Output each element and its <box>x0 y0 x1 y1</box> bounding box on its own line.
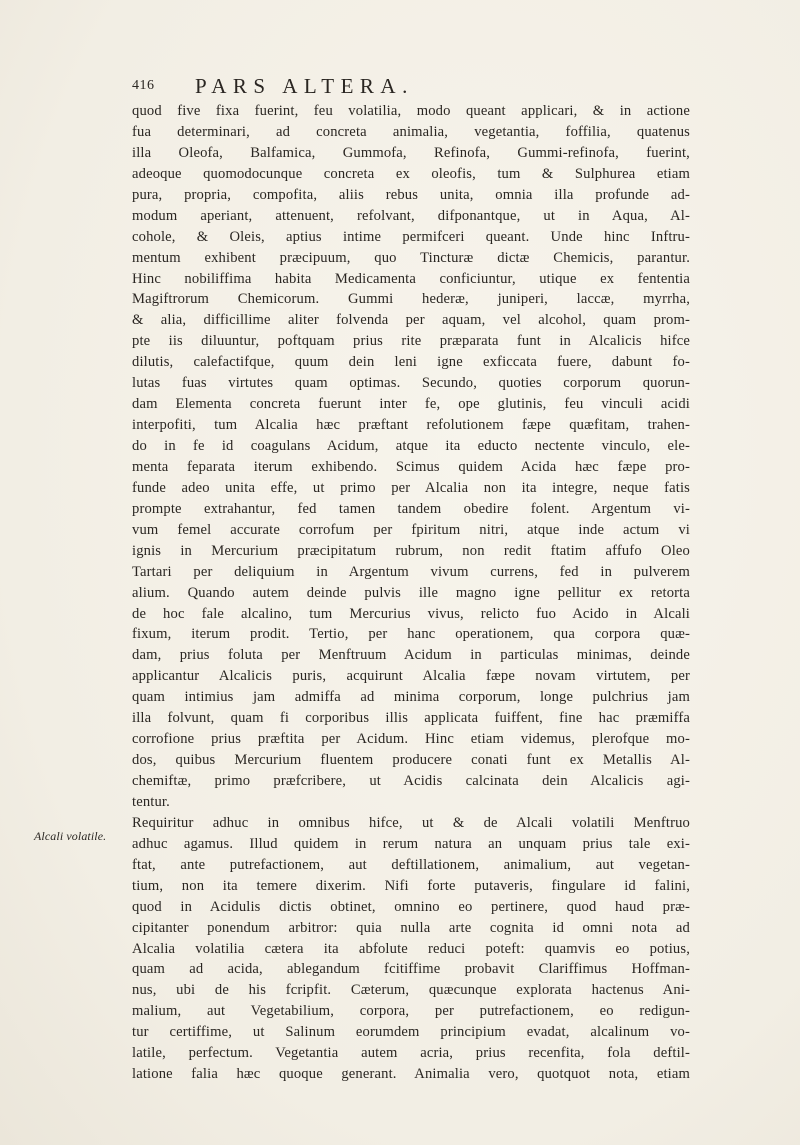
text-line: dam Elementa concreta fuerunt inter fe, ope glutinis, feu vinculi acidi <box>132 396 690 413</box>
text-line: latile, perfectum. Vegetantia autem acria, prius recenfita, fola deftil- <box>132 1045 690 1062</box>
text-line: dos, quibus Mercurium fluentem producere conati funt ex Metallis Al- <box>132 752 690 769</box>
text-line: latione falia hæc quoque generant. Animalia vero, quotquot nota, etiam <box>132 1066 690 1083</box>
text-line: quod in Acidulis dictis obtinet, omnino eo pertinere, quod haud præ- <box>132 898 690 915</box>
text-line: ignis in Mercurium præcipitatum rubrum, non redit ftatim affufo Oleo <box>132 542 690 559</box>
text-line: adhuc agamus. Illud quidem in rerum natura an unquam prius tale exi- <box>132 835 690 852</box>
text-line: fixum, iterum prodit. Tertio, per hanc operationem, qua corpora quæ- <box>132 626 690 643</box>
text-line: menta feparata iterum exhibendo. Scimus quidem Acida hæc fæpe pro- <box>132 458 690 475</box>
text-line: pte iis diluuntur, poftquam prius rite præparata funt in Alcalicis hifce <box>132 333 690 350</box>
text-line: malium, aut Vegetabilium, corpora, per putrefactionem, eo redigun- <box>132 1003 690 1020</box>
text-line: Hinc nobiliffima habita Medicamenta conficiuntur, utique ex fententia <box>132 270 690 287</box>
text-line: quam intimius jam admiffa ad minima corporum, longe pulchrius jam <box>132 689 690 706</box>
text-line: tentur. <box>132 793 170 810</box>
text-line: dilutis, calefactifque, quum dein leni igne exficcata fuere, dabunt fo- <box>132 354 690 371</box>
text-line: tur certiffime, ut Salinum eorumdem principium evadat, alcalinum vo- <box>132 1024 690 1041</box>
text-line: illa Oleofa, Balfamica, Gummofa, Refinofa, Gummi-refinofa, fuerint, <box>132 144 690 161</box>
text-line: adeoque quomodocunque concreta ex oleofis, tum & Sulphurea etiam <box>132 165 690 182</box>
text-line: & alia, difficillime aliter folvenda per aquam, vel alcohol, quam prom- <box>132 312 690 329</box>
text-line: de hoc fale alcalino, tum Mercurius vivus, relicto fuo Acido in Alcali <box>132 605 690 622</box>
text-line: pura, propria, compofita, aliis rebus unita, omnia illa profunde ad- <box>132 186 690 203</box>
text-line: alium. Quando autem deinde pulvis ille magno igne pellitur ex retorta <box>132 584 690 601</box>
text-line: vum femel accurate corrofum per fpiritum nitri, atque inde actum vi <box>132 521 690 538</box>
margin-note-alcali-volatile: Alcali volatile. <box>34 829 107 843</box>
text-line: do in fe id coagulans Acidum, atque ita educto nectente vinculo, ele- <box>132 438 690 454</box>
running-head <box>132 74 692 100</box>
text-line: cohole, & Oleis, aptius intime permifceri queant. Unde hinc Inftru- <box>132 228 690 245</box>
body-text <box>132 101 690 1085</box>
text-line: Alcalia volatilia cætera ita abfolute reduci poteft: quamvis eo potius, <box>132 940 690 957</box>
text-line: cipitanter ponendum arbitror: quia nulla arte cognita id omni nota ad <box>132 919 690 936</box>
text-line: Requiritur adhuc in omnibus hifce, ut & de Alcali volatili Menftruo <box>132 814 690 831</box>
text-line: dam, prius foluta per Menftruum Acidum in particulas minimas, deinde <box>132 647 690 664</box>
text-line: quod five fixa fuerint, feu volatilia, modo queant applicari, & in actione <box>132 103 690 119</box>
text-line: ftat, ante putrefactionem, aut deftillationem, animalium, aut vegetan- <box>132 856 690 873</box>
text-line: mentum exhibent præcipuum, quo Tincturæ dictæ Chemicis, parantur. <box>132 249 690 266</box>
page-number: 416 <box>132 78 155 93</box>
running-title: PARS ALTERA. <box>195 74 414 98</box>
text-line: funde adeo unita effe, ut primo per Alcalia non ita integre, neque fatis <box>132 479 690 496</box>
text-line: chemiftæ, primo præfcribere, ut Acidis calcinata dein Alcalicis agi- <box>132 773 690 789</box>
text-line: quam ad acida, ablegandum fcitiffime probavit Clariffimus Hoffman- <box>132 961 690 978</box>
text-line: lutas fuas virtutes quam optimas. Secundo, quoties corporum quorun- <box>132 375 690 392</box>
text-line: fua determinari, ad concreta animalia, vegetantia, foffilia, quatenus <box>132 123 690 140</box>
text-line: Tartari per deliquium in Argentum vivum currens, fed in pulverem <box>132 563 690 580</box>
text-line: modum aperiant, attenuent, refolvant, difponantque, ut in Aqua, Al- <box>132 207 690 224</box>
text-line: Magiftrorum Chemicorum. Gummi hederæ, juniperi, laccæ, myrrha, <box>132 291 690 308</box>
text-line: applicantur Alcalicis puris, acquirunt Alcalia fæpe novam virtutem, per <box>132 668 690 685</box>
text-line: corrofione prius præftita per Acidum. Hinc etiam videmus, plerofque mo- <box>132 731 690 748</box>
text-line: prompte extrahantur, fed tamen tandem obedire folent. Argentum vi- <box>132 500 690 517</box>
text-line: nus, ubi de his fcripfit. Cæterum, quæcunque explorata hactenus Ani- <box>132 982 690 999</box>
text-line: interpofiti, tum Alcalia hæc præftant refolutionem fæpe quæfitam, trahen- <box>132 417 690 434</box>
text-line: tium, non ita temere dixerim. Nifi forte putaveris, fingulare id falini, <box>132 877 690 894</box>
text-line: illa folvunt, quam fi corporibus illis applicata fuiffent, fine hac præmiffa <box>132 710 690 727</box>
